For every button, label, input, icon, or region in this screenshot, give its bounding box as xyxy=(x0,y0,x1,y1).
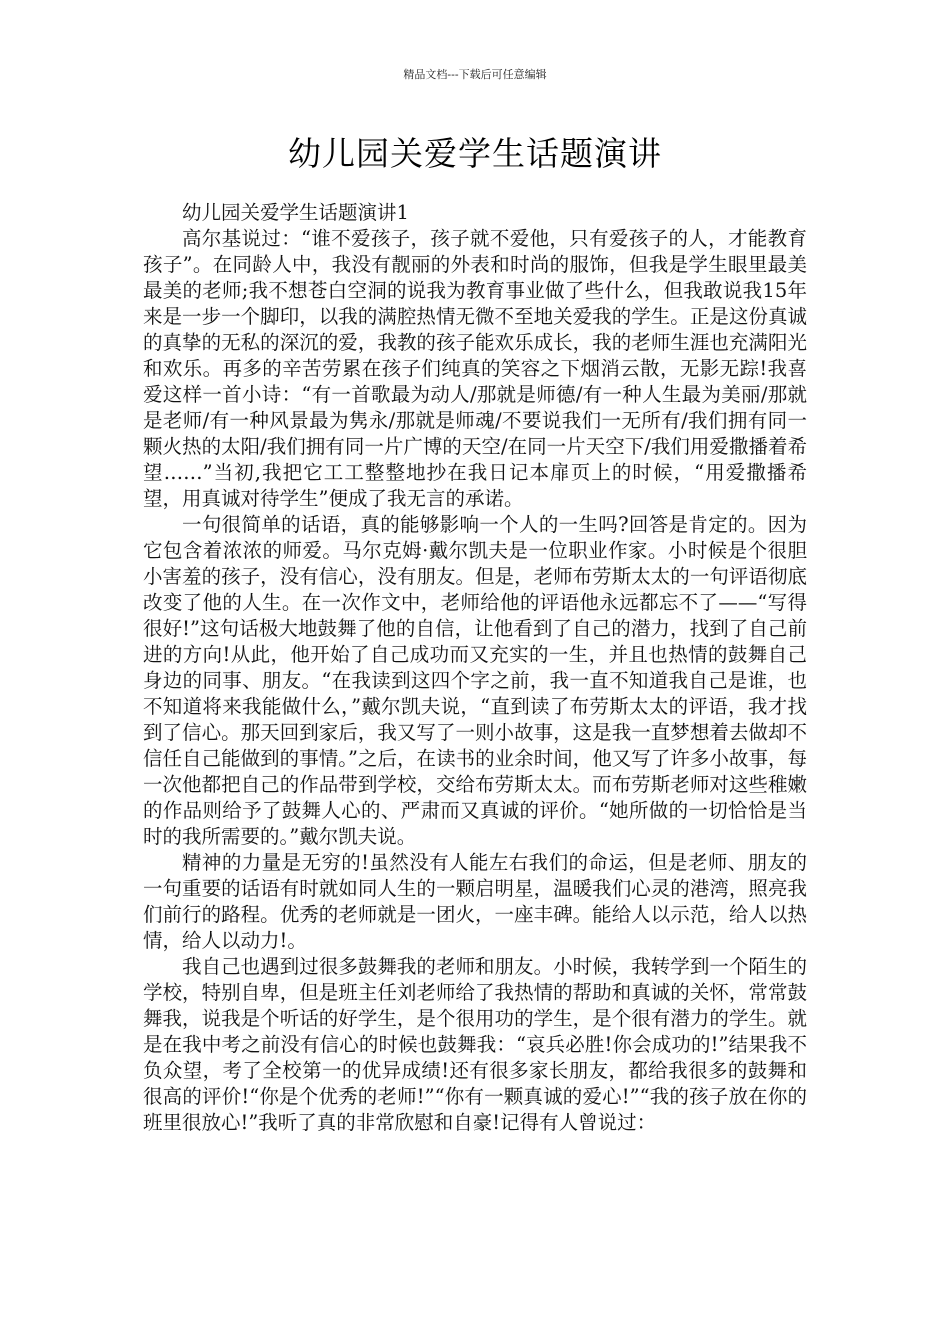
paragraph: 一句很简单的话语，真的能够影响一个人的一生吗?回答是肯定的。因为它包含着浓浓的师爱。马尔克姆·戴尔凯夫是一位职业作家。小时候是个很胆小害羞的孩子，没有信心，没有朋友。但是，老师布劳斯太太的一句评语彻底改变了他的人生。在一次作文中，老师给他的评语他永远都忘不了——“写得很好!”这句话极大地鼓舞了他的自信，让他看到了自己的潜力，找到了自己前进的方向!从此，他开始了自己成功而又充实的一生，并且也热情的鼓舞自己身边的同事、朋友。“在我读到这四个字之前，我一直不知道我自己是谁，也不知道将来我能做什么，”戴尔凯夫说，“直到读了布劳斯太太的评语，我才找到了信心。那天回到家后，我又写了一则小故事，这是我一直梦想着去做却不信任自己能做到的事情。”之后，在读书的业余时间，他又写了许多小故事，每一次他都把自己的作品带到学校，交给布劳斯太太。而布劳斯老师对这些稚嫩的作品则给予了鼓舞人心的、严肃而又真诚的评价。“她所做的一切恰恰是当时的我所需要的。”戴尔凯夫说。 xyxy=(143,513,807,848)
page-title: 幼儿园关爱学生话题演讲 xyxy=(288,134,662,173)
paragraph: 我自己也遇到过很多鼓舞我的老师和朋友。小时候，我转学到一个陌生的学校，特别自卑，但是班主任刘老师给了我热情的帮助和真诚的关怀，常常鼓舞我，说我是个听话的好学生，是个很用功的学生，是个很有潜力的学生。就是在我中考之前没有信心的时候也鼓舞我：“哀兵必胜!你会成功的!”结果我不负众望，考了全校第一的优异成绩!还有很多家长朋友，都给我很多的鼓舞和很高的评价!“你是个优秀的老师!”“你有一颗真诚的爱心!”“我的孩子放在你的班里很放心!”我听了真的非常欣慰和自豪!记得有人曾说过： xyxy=(143,955,807,1134)
document-body xyxy=(143,200,807,1136)
section-heading: 幼儿园关爱学生话题演讲1 xyxy=(182,201,409,224)
paragraph: 精神的力量是无穷的!虽然没有人能左右我们的命运，但是老师、朋友的一句重要的话语有时就如同人生的一颗启明星，温暖我们心灵的港湾，照亮我们前行的路程。优秀的老师就是一团火，一座丰碑。能给人以示范，给人以热情，给人以动力!。 xyxy=(143,851,807,952)
header-note: 精品文档---下载后可任意编辑 xyxy=(403,68,547,81)
paragraph: 高尔基说过：“谁不爱孩子，孩子就不爱他，只有爱孩子的人，才能教育孩子”。在同龄人中，我没有靓丽的外表和时尚的服饰，但我是学生眼里最美最美的老师;我不想苍白空洞的说我为教育事业做了些什么，但我敢说我15年来是一步一个脚印，以我的满腔热情无微不至地关爱我的学生。正是这份真诚的真挚的无私的深沉的爱，我教的孩子能欢乐成长，我的老师生涯也充满阳光和欢乐。再多的辛苦劳累在孩子们纯真的笑容之下烟消云散，无影无踪!我喜爱这样一首小诗：“有一首歌最为动人/那就是师德/有一种人生最为美丽/那就是老师/有一种风景最为隽永/那就是师魂/不要说我们一无所有/我们拥有同一颗火热的太阳/我们拥有同一片广博的天空/在同一片天空下/我们用爱撒播着希望……”当初,我把它工工整整地抄在我日记本扉页上的时候，“用爱撒播希望，用真诚对待学生”便成了我无言的承诺。 xyxy=(143,227,807,510)
